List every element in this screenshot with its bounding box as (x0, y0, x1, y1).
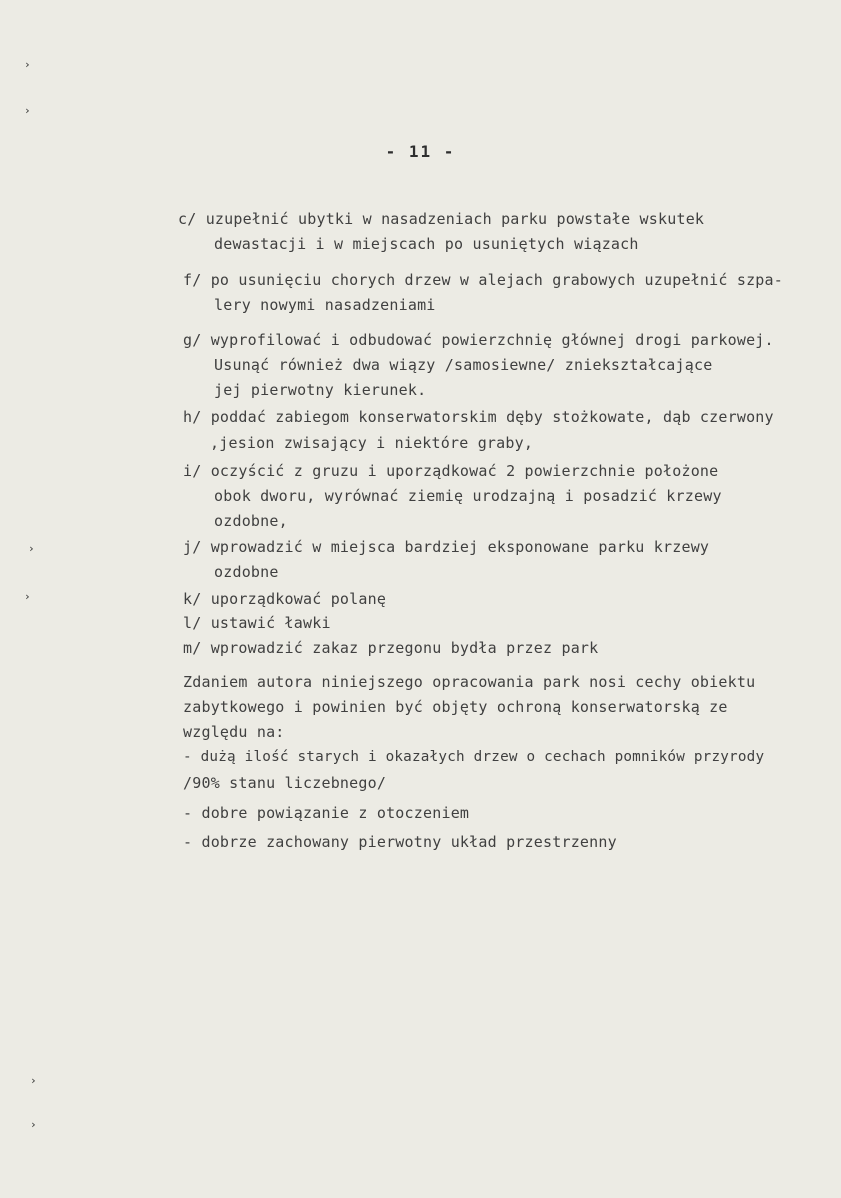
item-l-line-1: l/ ustawić ławki (183, 614, 331, 632)
item-g-line-2: Usunąć również dwa wiązy /samosiewne/ zniekształcające (214, 356, 713, 374)
item-i-line-1: i/ oczyścić z gruzu i uporządkować 2 powierzchnie położone (183, 462, 719, 480)
item-f-line-1: f/ po usunięciu chorych drzew w alejach grabowych uzupełnić szpa- (183, 271, 783, 289)
item-i-line-2: obok dworu, wyrównać ziemię urodzajną i posadzić krzewy (214, 487, 722, 505)
item-m-line-1: m/ wprowadzić zakaz przegonu bydła przez park (183, 639, 599, 657)
paragraph-line-1: Zdaniem autora niniejszego opracowania park nosi cechy obiektu (183, 673, 756, 691)
item-h-line-2: ,jesion zwisający i niektóre graby, (210, 434, 534, 452)
paragraph-line-3: względu na: (183, 723, 285, 741)
margin-mark: › (24, 104, 31, 117)
bullet-line-1: - dużą ilość starych i okazałych drzew o cechach pomników przyrody (183, 749, 765, 765)
item-g-line-1: g/ wyprofilować i odbudować powierzchnię głównej drogi parkowej. (183, 331, 774, 349)
paragraph-line-2: zabytkowego i powinien być objęty ochroną konserwatorską ze (183, 698, 728, 716)
item-j-line-1: j/ wprowadzić w miejsca bardziej eksponowane parku krzewy (183, 538, 710, 556)
margin-mark: › (30, 1074, 37, 1087)
page-number: - 11 - (385, 142, 456, 161)
bullet-line-3: - dobre powiązanie z otoczeniem (183, 804, 470, 822)
item-i-line-3: ozdobne, (214, 512, 288, 530)
item-k-line-1: k/ uporządkować polanę (183, 590, 387, 608)
item-g-line-3: jej pierwotny kierunek. (214, 381, 427, 399)
bullet-line-4: - dobrze zachowany pierwotny układ przestrzenny (183, 833, 617, 851)
margin-mark: › (24, 590, 31, 603)
item-f-line-2: lery nowymi nasadzeniami (214, 296, 436, 314)
margin-mark: › (30, 1118, 37, 1131)
item-c-line-1: c/ uzupełnić ubytki w nasadzeniach parku powstałe wskutek (178, 210, 705, 228)
item-j-line-2: ozdobne (214, 563, 279, 581)
bullet-line-2: /90% stanu liczebnego/ (183, 774, 387, 792)
item-c-line-2: dewastacji i w miejscach po usuniętych wiązach (214, 235, 639, 253)
margin-mark: › (28, 542, 35, 555)
item-h-line-1: h/ poddać zabiegom konserwatorskim dęby stożkowate, dąb czerwony (183, 408, 774, 426)
margin-mark: › (24, 58, 31, 71)
